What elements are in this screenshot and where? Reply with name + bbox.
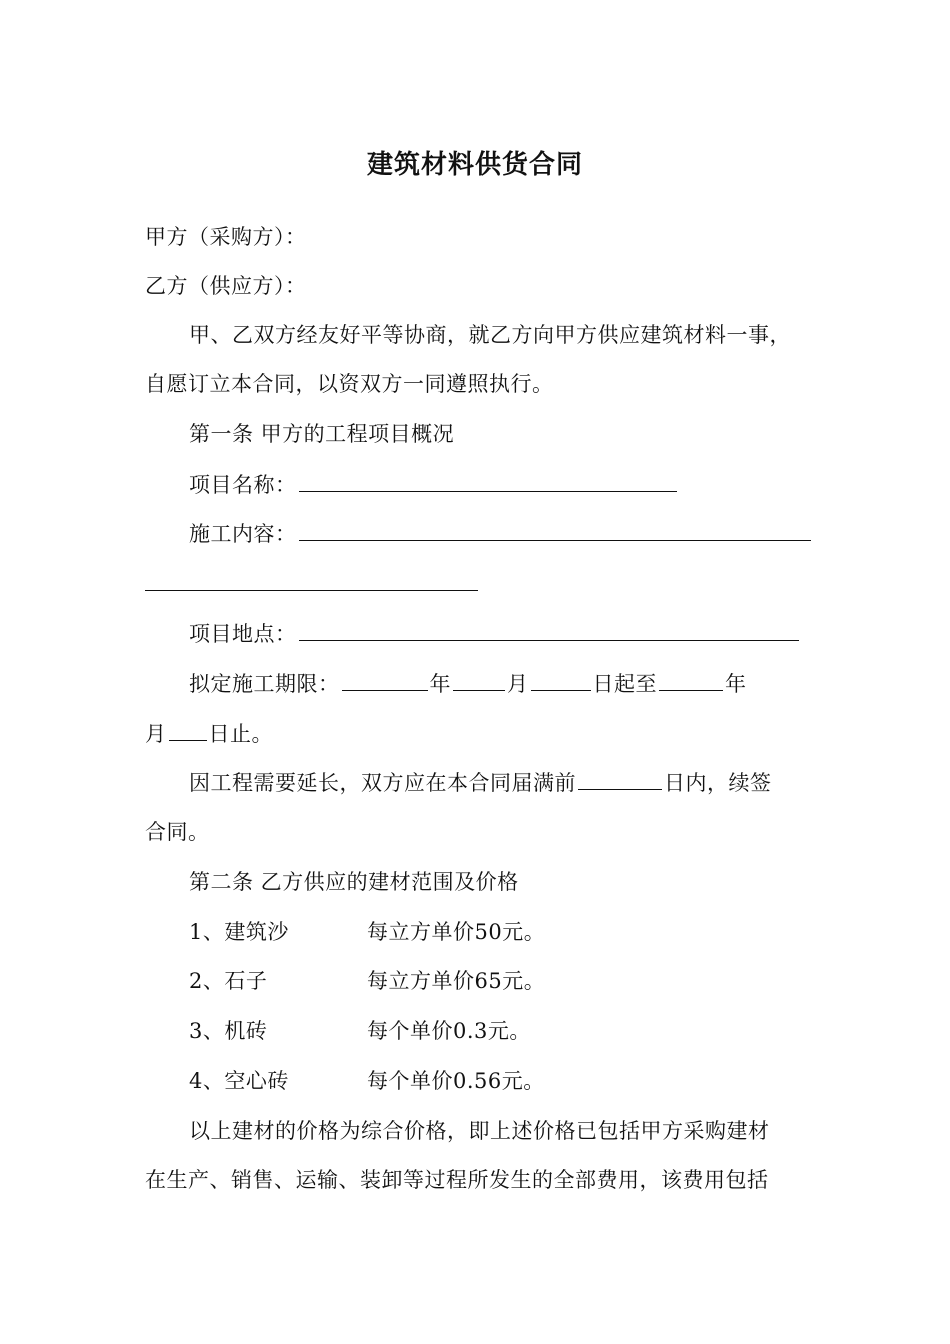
material-item [189, 966, 545, 996]
intro-paragraph-line-1: 甲、乙双方经友好平等协商，就乙方向甲方供应建筑材料一事， [189, 323, 791, 347]
article-1-heading: 第一条 甲方的工程项目概况 [189, 422, 455, 446]
day-from-to-label: 日起至 [592, 672, 657, 696]
construction-content-row [189, 518, 813, 549]
material-price: 每立方单价65元。 [367, 969, 546, 993]
construction-period-row [189, 668, 747, 699]
material-name: 2、石子 [189, 969, 268, 993]
material-price: 每个单价0.3元。 [367, 1019, 531, 1043]
material-price: 每立方单价50元。 [367, 920, 546, 944]
month-label-2: 月 [145, 722, 167, 746]
extension-text: 因工程需要延长，双方应在本合同届满前 [189, 771, 576, 795]
year-label-2: 年 [725, 672, 747, 696]
article-2-heading: 第二条 乙方供应的建材范围及价格 [189, 870, 519, 894]
price-note-line-1: 以上建材的价格为综合价格，即上述价格已包括甲方采购建材 [189, 1119, 770, 1143]
start-month-blank [453, 668, 505, 691]
material-price: 每个单价0.56元。 [367, 1069, 545, 1093]
construction-content-blank [299, 518, 811, 541]
day-end-label: 日止。 [208, 722, 273, 746]
construction-content-label: 施工内容： [189, 522, 297, 546]
project-name-row [189, 469, 679, 500]
start-year-blank [342, 668, 428, 691]
intro-paragraph-line-2: 自愿订立本合同，以资双方一同遵照执行。 [145, 372, 554, 396]
end-day-blank [169, 718, 207, 741]
month-label: 月 [507, 672, 529, 696]
construction-content-blank-2 [145, 568, 478, 591]
material-item [189, 1066, 545, 1096]
price-note-line-2: 在生产、销售、运输、装卸等过程所发生的全部费用，该费用包括 [145, 1168, 769, 1192]
project-name-blank [299, 469, 677, 492]
party-b-label: 乙方（供应方）： [145, 274, 307, 298]
extension-days-text: 日内，续签 [664, 771, 772, 795]
end-year-blank [659, 668, 723, 691]
document-title: 建筑材料供货合同 [366, 150, 583, 180]
start-day-blank [531, 668, 591, 691]
extension-days-blank [578, 767, 662, 790]
material-item [189, 917, 545, 947]
project-location-label: 项目地点： [189, 622, 297, 646]
project-location-blank [299, 618, 799, 641]
construction-content-row-2 [145, 568, 480, 599]
year-label: 年 [429, 672, 451, 696]
project-name-label: 项目名称： [189, 473, 297, 497]
material-item [189, 1016, 531, 1046]
material-name: 3、机砖 [189, 1019, 268, 1043]
extension-end: 合同。 [145, 820, 210, 844]
material-name: 1、建筑沙 [189, 920, 289, 944]
extension-row [189, 767, 772, 798]
construction-period-row-2 [145, 718, 273, 749]
material-name: 4、空心砖 [189, 1069, 289, 1093]
construction-period-label: 拟定施工期限： [189, 672, 340, 696]
project-location-row [189, 618, 801, 649]
party-a-label: 甲方（采购方）： [145, 225, 307, 249]
